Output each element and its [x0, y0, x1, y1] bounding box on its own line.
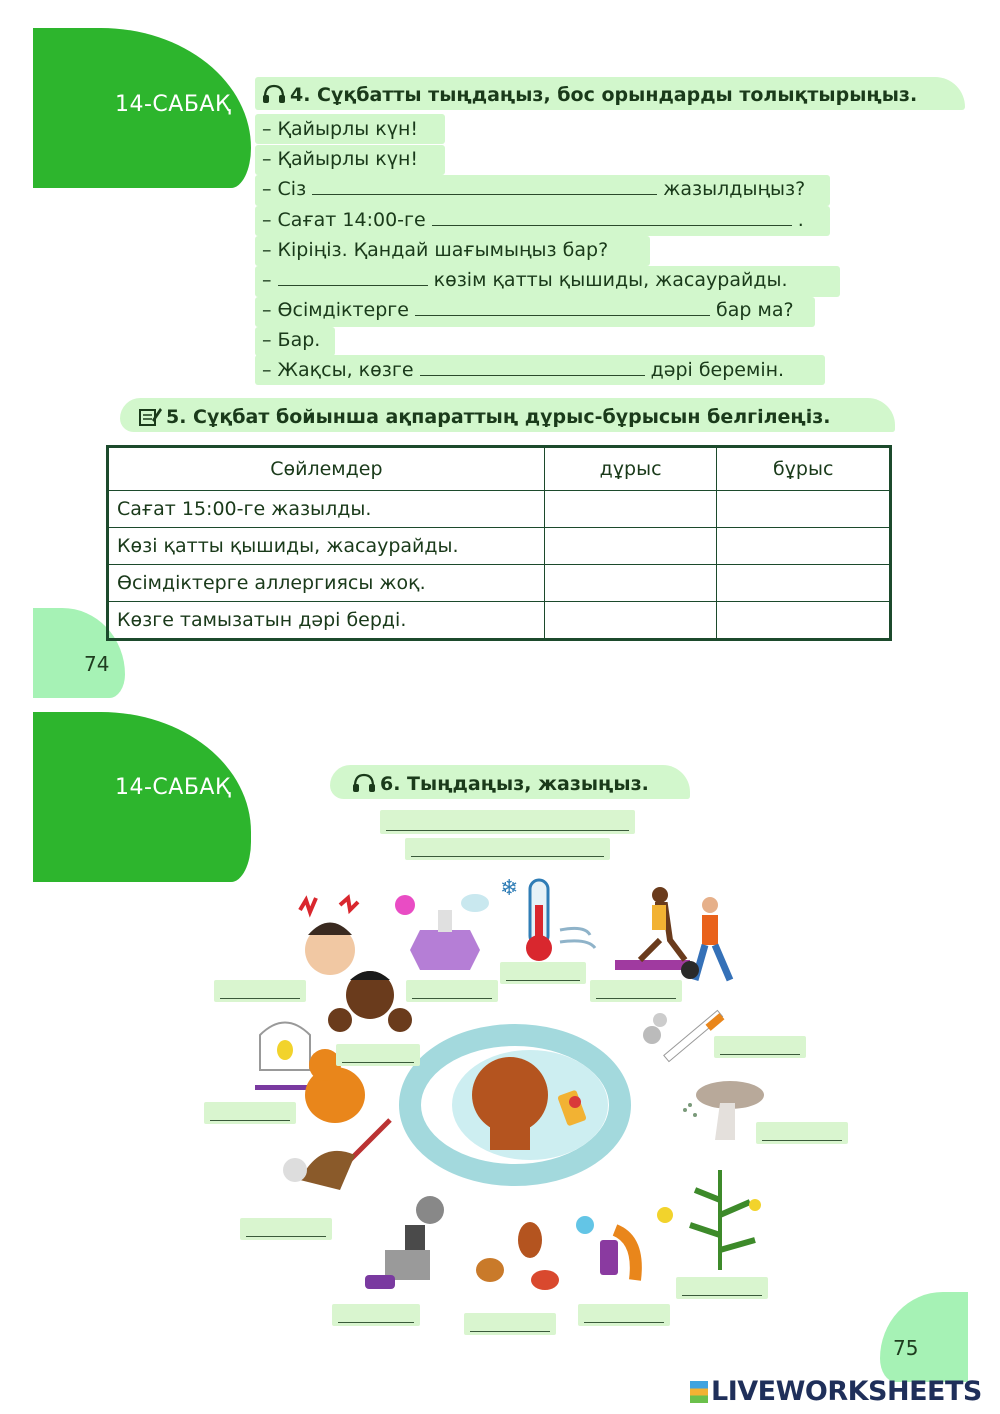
dialog-line-8 — [262, 329, 320, 351]
answer-field[interactable] — [380, 810, 635, 834]
header-false: бұрыс — [717, 447, 891, 491]
true-false-table — [106, 445, 892, 641]
task6-title — [352, 773, 649, 795]
false-checkbox-cell[interactable] — [717, 491, 891, 528]
blank-field-4[interactable] — [415, 301, 710, 316]
headphones-icon — [352, 773, 376, 793]
false-checkbox-cell[interactable] — [717, 528, 891, 565]
sentence-cell: Көзі қатты қышиды, жасаурайды. — [108, 528, 545, 565]
answer-field[interactable] — [714, 1036, 806, 1058]
dialog-text: – Бар. — [262, 329, 321, 351]
true-checkbox-cell[interactable] — [544, 491, 717, 528]
task6-title-text: 6. Тыңдаңыз, жазыңыз. — [380, 773, 649, 795]
sentence-cell: Көзге тамызатын дәрі берді. — [108, 602, 545, 640]
page-number: 74 — [84, 652, 110, 676]
dialog-text: – Сағат 14:00-ге — [262, 209, 426, 231]
mushroom-icon — [683, 1081, 764, 1140]
answer-field[interactable] — [405, 838, 610, 860]
dialog-text: – — [262, 269, 272, 291]
dialog-line-1 — [262, 118, 418, 140]
header-sentences: Сөйлемдер — [108, 447, 545, 491]
task4-title — [262, 84, 917, 106]
table-row — [108, 528, 891, 565]
false-checkbox-cell[interactable] — [717, 602, 891, 640]
feather-duster-icon — [283, 1120, 390, 1190]
sentence-cell: Өсімдіктерге аллергиясы жоқ. — [108, 565, 545, 602]
dialog-line-2 — [262, 148, 418, 170]
dialog-line-6 — [262, 269, 788, 291]
svg-text:❄: ❄ — [500, 876, 519, 901]
table-row — [108, 565, 891, 602]
dialog-line-5 — [262, 239, 608, 261]
answer-field[interactable] — [590, 980, 682, 1002]
blank-field-3[interactable] — [278, 271, 428, 286]
true-checkbox-cell[interactable] — [544, 565, 717, 602]
dialog-text-after: дәрі беремін. — [650, 359, 785, 381]
answer-field[interactable] — [676, 1277, 768, 1299]
answer-field[interactable] — [464, 1313, 556, 1335]
dialog-text: – Жақсы, көзге — [262, 359, 414, 381]
answer-field[interactable] — [204, 1102, 296, 1124]
stressed-man-icon — [300, 898, 412, 1032]
answer-field[interactable] — [214, 980, 306, 1002]
table-row — [108, 602, 891, 640]
exercise-people-icon — [615, 887, 730, 980]
page-number-2: 75 — [893, 1336, 919, 1360]
dialog-text-after: бар ма? — [716, 299, 794, 321]
dialog-text-after: көзім қатты қышиды, жасаурайды. — [433, 269, 788, 291]
dialog-line-7 — [262, 299, 794, 321]
factory-car-pollution-icon — [365, 1196, 444, 1289]
cigarette-smoke-icon — [643, 1010, 724, 1061]
answer-field[interactable] — [240, 1218, 332, 1240]
insects-icon — [476, 1222, 559, 1290]
task5-title — [138, 406, 831, 428]
brand-logo-icon — [690, 1381, 708, 1403]
true-checkbox-cell[interactable] — [544, 528, 717, 565]
brand-text: LIVEWORKSHEETS — [711, 1376, 982, 1407]
task4-title-text: 4. Сұқбатты тыңдаңыз, бос орындарды толықтырыңыз. — [290, 84, 918, 106]
dialog-text: – Сіз — [262, 178, 307, 200]
dialog-text: – Өсімдіктерге — [262, 299, 409, 321]
dialog-line-3 — [262, 178, 805, 200]
true-checkbox-cell[interactable] — [544, 602, 717, 640]
false-checkbox-cell[interactable] — [717, 565, 891, 602]
dialog-text-after: жазылдыңыз? — [663, 178, 806, 200]
blank-field-2[interactable] — [432, 211, 792, 226]
blank-field-1[interactable] — [312, 180, 657, 195]
pencil-notebook-icon — [138, 406, 162, 426]
lesson-label-2: 14-САБАҚ — [115, 775, 232, 800]
perfume-bottle-icon — [395, 894, 489, 970]
spray-can-icon — [576, 1216, 636, 1280]
table-row — [108, 491, 891, 528]
lesson-label: 14-САБАҚ — [115, 92, 232, 117]
blank-field-5[interactable] — [420, 361, 645, 376]
answer-field[interactable] — [336, 1044, 420, 1066]
answer-field[interactable] — [406, 980, 498, 1002]
person-inhaler-icon — [410, 1035, 620, 1175]
dialog-line-4 — [262, 209, 804, 231]
answer-field[interactable] — [332, 1304, 420, 1326]
dialog-text: – Қайырлы күн! — [262, 118, 419, 140]
sentence-cell: Сағат 15:00-ге жазылды. — [108, 491, 545, 528]
dialog-line-9 — [262, 359, 784, 381]
table-header-row — [108, 447, 891, 491]
thermometer-cold-icon — [500, 876, 595, 961]
task5-title-text: 5. Сұқбат бойынша ақпараттың дұрыс-бұрысын белгілеңіз. — [166, 406, 831, 428]
answer-field[interactable] — [500, 962, 586, 984]
header-true: дұрыс — [544, 447, 717, 491]
dialog-text: – Қайырлы күн! — [262, 148, 419, 170]
ragweed-plant-icon — [657, 1170, 761, 1270]
answer-field[interactable] — [756, 1122, 848, 1144]
dialog-text-after: . — [797, 209, 804, 231]
answer-field[interactable] — [578, 1304, 670, 1326]
headphones-icon — [262, 84, 286, 104]
brand-logo — [690, 1376, 982, 1407]
dialog-text: – Кіріңіз. Қандай шағымыңыз бар? — [262, 239, 609, 261]
